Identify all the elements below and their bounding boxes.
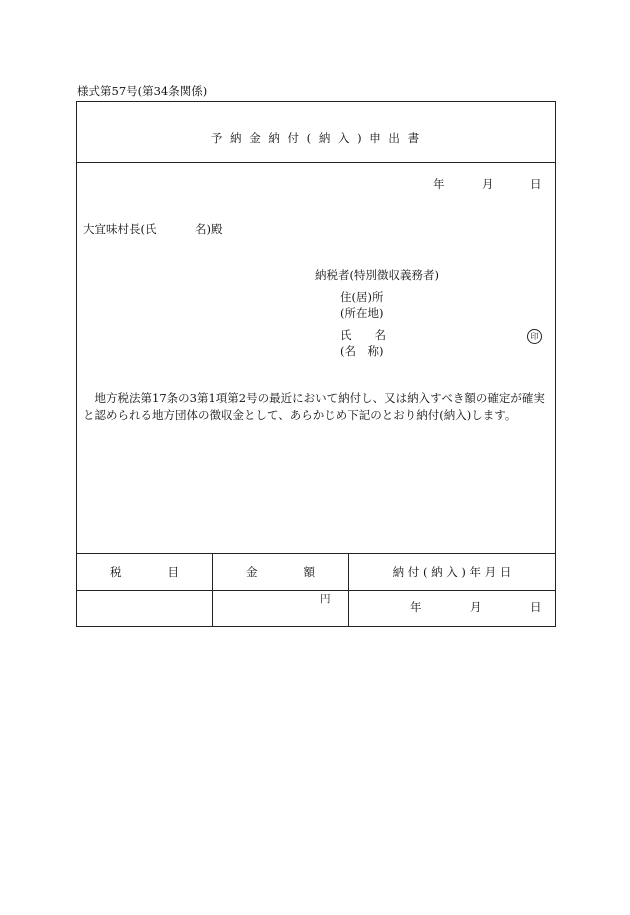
date-year: 年 <box>433 177 445 191</box>
name-sublabel: (名 称) <box>340 344 384 358</box>
row-date-day: 日 <box>530 600 542 614</box>
header-tax-item: 税 目 <box>110 565 179 579</box>
row-date-year: 年 <box>410 600 422 614</box>
declaration-text: 地方税法第17条の3第1項第2号の最近において納付し、又は納入すべき額の確定が確実と認められる地方団体の徴収金として、あらかじめ下記のとおり納付(納入)します。 <box>83 391 545 422</box>
table-col-divider-2 <box>348 553 349 627</box>
header-amount: 金 額 <box>246 565 315 579</box>
seal-icon: 印 <box>527 329 542 344</box>
address-sublabel: (所在地) <box>340 306 384 320</box>
taxpayer-heading: 納税者(特別徴収義務者) <box>315 268 439 282</box>
date-month: 月 <box>482 177 494 191</box>
header-payment-date: 納 付 ( 納 入 ) 年 月 日 <box>392 565 512 579</box>
addressee-prefix: 大宜味村長(氏 <box>83 222 157 236</box>
name-label: 氏 名 <box>340 328 386 342</box>
form-title: 予 納 金 納 付 ( 納 入 ) 申 出 書 <box>210 131 422 145</box>
date-day: 日 <box>530 177 542 191</box>
divider-table-header <box>77 590 555 591</box>
addressee-suffix: 名)殿 <box>195 222 223 236</box>
amount-yen-unit: 円 <box>320 593 331 605</box>
table-col-divider-1 <box>212 553 213 627</box>
application-form <box>76 101 556 627</box>
row-date-month: 月 <box>470 600 482 614</box>
divider-table-top <box>77 553 555 554</box>
divider-title <box>77 162 555 163</box>
form-number: 様式第57号(第34条関係) <box>77 84 208 98</box>
address-label: 住(居)所 <box>340 290 384 304</box>
